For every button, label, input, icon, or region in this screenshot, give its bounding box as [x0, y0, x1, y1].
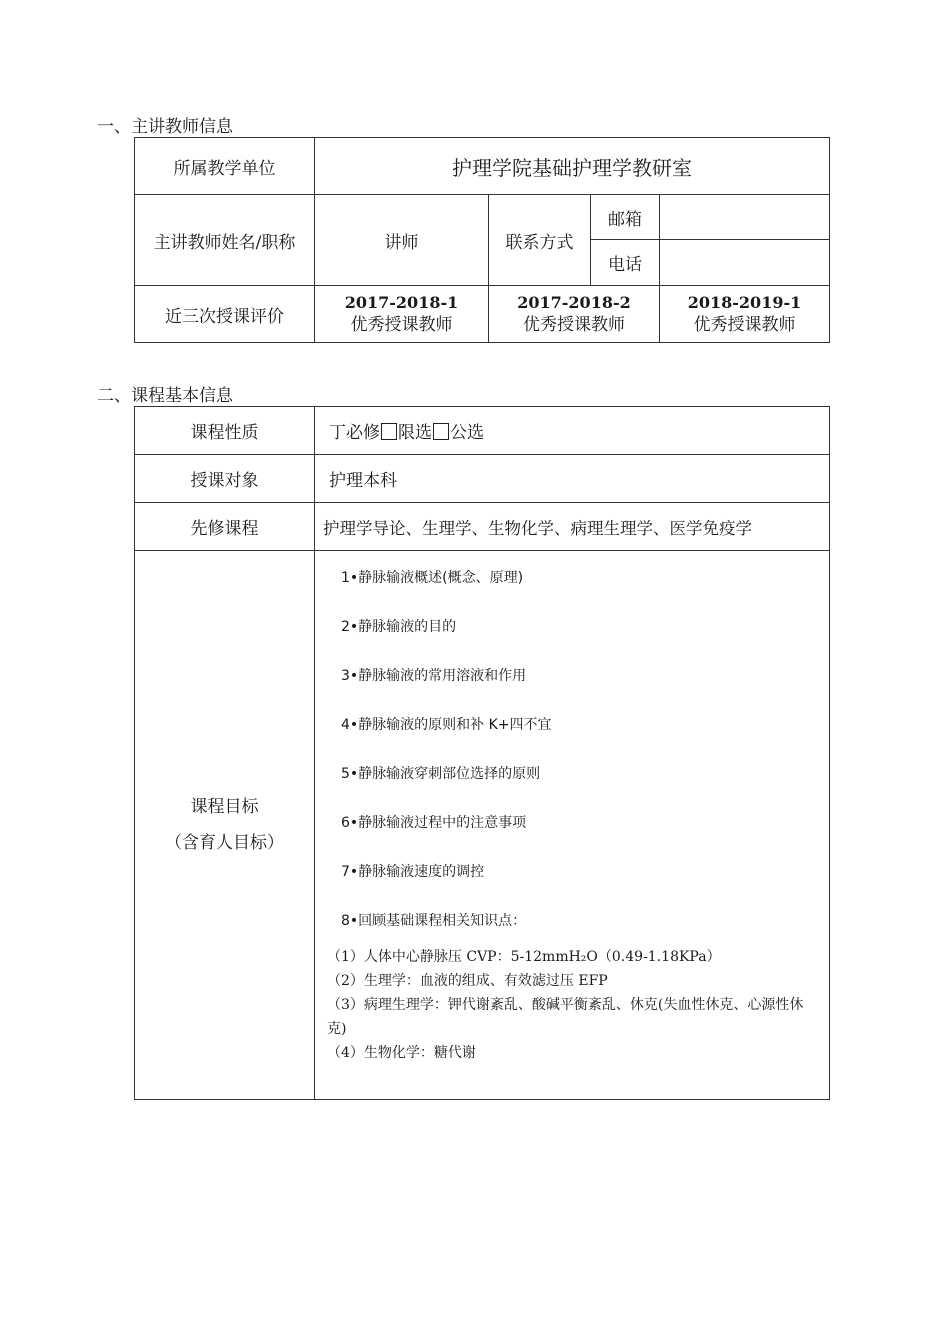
- section1-title: 一、主讲教师信息: [97, 117, 233, 137]
- eval-cell-3: [660, 286, 830, 343]
- goal-item: 1•静脉输液概述(概念、原理): [341, 570, 524, 586]
- goal-label-line2: （含育人目标）: [165, 833, 284, 853]
- email-label: 邮箱: [591, 195, 660, 240]
- contact-label: 联系方式: [489, 195, 591, 286]
- eval-cell-1: [315, 286, 489, 343]
- checkbox-limited[interactable]: [381, 423, 397, 440]
- prereq-label: 先修课程: [135, 503, 315, 551]
- goal-item: 8•回顾基础课程相关知识点：: [341, 913, 527, 929]
- email-value: [660, 195, 830, 240]
- unit-label: 所属教学单位: [135, 138, 315, 195]
- teacher-title-value: 讲师: [315, 195, 489, 286]
- goal-item: 2•静脉输液的目的: [341, 619, 457, 635]
- course-info-table: [134, 406, 830, 1100]
- teacher-label: 主讲教师姓名/职称: [135, 195, 315, 286]
- prereq-value: 护理学导论、生理学、生物化学、病理生理学、医学免疫学: [315, 503, 830, 551]
- sub-point: （4）生物化学：糖代谢: [327, 1045, 476, 1061]
- sub-point: （1）人体中心静脉压 CVP：5-12mmH₂O（0.49-1.18KPa）: [327, 949, 721, 965]
- goal-item: 5•静脉输液穿刺部位选择的原则: [341, 766, 541, 782]
- eval-label: 近三次授课评价: [135, 286, 315, 343]
- eval-term: 2017-2018-1: [344, 293, 459, 312]
- nature-label: 课程性质: [135, 407, 315, 455]
- eval-term: 2017-2018-2: [517, 293, 631, 312]
- target-label: 授课对象: [135, 455, 315, 503]
- goal-item: 4•静脉输液的原则和补 K+四不宜: [341, 717, 552, 733]
- eval-result: 优秀授课教师: [350, 315, 453, 335]
- teacher-info-table: [134, 137, 830, 343]
- sub-point: （2）生理学：血液的组成、有效滤过压 EFP: [327, 973, 608, 989]
- nature-options: [315, 407, 830, 455]
- section2-title: 二、课程基本信息: [97, 386, 233, 406]
- goal-label: [135, 551, 315, 1100]
- sub-point: （3）病理生理学：钾代谢紊乱、酸碱平衡紊乱、休克(失血性休克、心源性休克): [327, 997, 804, 1037]
- eval-result: 优秀授课教师: [693, 315, 796, 335]
- eval-result: 优秀授课教师: [523, 315, 625, 335]
- target-value: 护理本科: [315, 455, 830, 503]
- unit-value: 护理学院基础护理学教研室: [315, 138, 830, 195]
- checkbox-public[interactable]: [433, 423, 449, 440]
- eval-term: 2018-2019-1: [687, 293, 802, 312]
- goal-item: 6•静脉输液过程中的注意事项: [341, 815, 527, 831]
- nature-option-public: 公选: [450, 423, 484, 443]
- eval-cell-2: [489, 286, 660, 343]
- nature-option-required: 丁必修: [329, 423, 380, 443]
- goal-item: 3•静脉输液的常用溶液和作用: [341, 668, 527, 684]
- goal-label-line1: 课程目标: [190, 797, 259, 817]
- nature-option-limited: 限选: [398, 423, 432, 443]
- phone-label: 电话: [591, 240, 660, 286]
- goal-item: 7•静脉输液速度的调控: [341, 864, 485, 880]
- phone-value: [660, 240, 830, 286]
- goal-content: [315, 551, 830, 1100]
